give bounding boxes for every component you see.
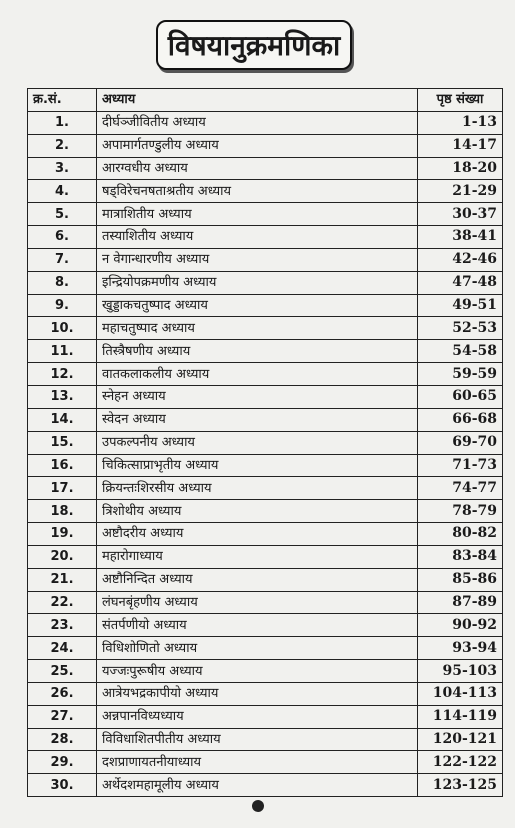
page-range-cell: 59-59 — [418, 363, 503, 386]
table-row — [28, 111, 503, 134]
chapter-name-cell: इन्द्रियोपक्रमणीय अध्याय — [97, 271, 418, 294]
page-range-cell: 54-58 — [418, 340, 503, 363]
serial-number-cell: 3. — [28, 157, 97, 180]
chapter-name-cell: उपकल्पनीय अध्याय — [97, 431, 418, 454]
table-header-row — [28, 89, 503, 112]
page-range-cell: 14-17 — [418, 134, 503, 157]
serial-number-cell: 21. — [28, 568, 97, 591]
table-row — [28, 523, 503, 546]
chapter-name-cell: अष्टौनिन्दित अध्याय — [97, 568, 418, 591]
serial-number-cell: 15. — [28, 431, 97, 454]
chapter-name-cell: स्नेहन अध्याय — [97, 385, 418, 408]
chapter-name-cell: महाचतुष्पाद अध्याय — [97, 317, 418, 340]
table-row — [28, 134, 503, 157]
serial-number-cell: 18. — [28, 500, 97, 523]
page-range-cell: 80-82 — [418, 523, 503, 546]
chapter-name-cell: वातकलाकलीय अध्याय — [97, 363, 418, 386]
table-row — [28, 431, 503, 454]
table-row — [28, 203, 503, 226]
page-bullet-mark — [252, 800, 264, 812]
chapter-name-cell: आत्रेयभद्रकापीयो अध्याय — [97, 682, 418, 705]
table-row — [28, 248, 503, 271]
chapter-name-cell: क्रियन्तःशिरसीय अध्याय — [97, 477, 418, 500]
header-chapter: अध्याय — [97, 89, 418, 112]
table-row — [28, 682, 503, 705]
table-row — [28, 705, 503, 728]
serial-number-cell: 4. — [28, 180, 97, 203]
table-row — [28, 774, 503, 797]
table-row — [28, 271, 503, 294]
serial-number-cell: 13. — [28, 385, 97, 408]
header-page-number: पृष्ठ संख्या — [418, 89, 503, 112]
chapter-name-cell: न वेगान्धारणीय अध्याय — [97, 248, 418, 271]
serial-number-cell: 29. — [28, 751, 97, 774]
chapter-name-cell: तिस्त्रैषणीय अध्याय — [97, 340, 418, 363]
page-range-cell: 18-20 — [418, 157, 503, 180]
page-range-cell: 47-48 — [418, 271, 503, 294]
table-row — [28, 591, 503, 614]
page-range-cell: 78-79 — [418, 500, 503, 523]
serial-number-cell: 1. — [28, 111, 97, 134]
page-range-cell: 66-68 — [418, 408, 503, 431]
page-range-cell: 1-13 — [418, 111, 503, 134]
chapter-name-cell: दीर्घञ्जीवितीय अध्याय — [97, 111, 418, 134]
chapter-name-cell: आरग्वधीय अध्याय — [97, 157, 418, 180]
serial-number-cell: 20. — [28, 545, 97, 568]
table-row — [28, 545, 503, 568]
page-range-cell: 83-84 — [418, 545, 503, 568]
table-row — [28, 568, 503, 591]
chapter-name-cell: लंघनबृंहणीय अध्याय — [97, 591, 418, 614]
serial-number-cell: 9. — [28, 294, 97, 317]
page-range-cell: 122-122 — [418, 751, 503, 774]
chapter-name-cell: महारोगाध्याय — [97, 545, 418, 568]
page-range-cell: 30-37 — [418, 203, 503, 226]
serial-number-cell: 2. — [28, 134, 97, 157]
serial-number-cell: 30. — [28, 774, 97, 797]
page-range-cell: 71-73 — [418, 454, 503, 477]
chapter-name-cell: चिकित्साप्राभृतीय अध्याय — [97, 454, 418, 477]
chapter-name-cell: अष्टौदरीय अध्याय — [97, 523, 418, 546]
chapter-name-cell: अन्नपानविध्यध्याय — [97, 705, 418, 728]
table-row — [28, 614, 503, 637]
chapter-name-cell: संतर्पणीयो अध्याय — [97, 614, 418, 637]
serial-number-cell: 25. — [28, 660, 97, 683]
table-row — [28, 500, 503, 523]
table-row — [28, 385, 503, 408]
serial-number-cell: 28. — [28, 728, 97, 751]
table-row — [28, 728, 503, 751]
table-row — [28, 408, 503, 431]
chapter-name-cell: विविधाशितपीतीय अध्याय — [97, 728, 418, 751]
chapter-name-cell: अपामार्गतण्डुलीय अध्याय — [97, 134, 418, 157]
page-range-cell: 87-89 — [418, 591, 503, 614]
chapter-name-cell: स्वेदन अध्याय — [97, 408, 418, 431]
chapter-name-cell: तस्याशितीय अध्याय — [97, 226, 418, 249]
table-row — [28, 180, 503, 203]
chapter-name-cell: मात्राशितीय अध्याय — [97, 203, 418, 226]
contents-table — [27, 88, 503, 797]
table-row — [28, 317, 503, 340]
serial-number-cell: 11. — [28, 340, 97, 363]
table-row — [28, 340, 503, 363]
serial-number-cell: 5. — [28, 203, 97, 226]
serial-number-cell: 12. — [28, 363, 97, 386]
serial-number-cell: 24. — [28, 637, 97, 660]
page-range-cell: 93-94 — [418, 637, 503, 660]
chapter-name-cell: खुड्डाकचतुष्पाद अध्याय — [97, 294, 418, 317]
table-row — [28, 637, 503, 660]
header-serial-number: क्र.सं. — [28, 89, 97, 112]
table-row — [28, 660, 503, 683]
page-range-cell: 114-119 — [418, 705, 503, 728]
chapter-name-cell: विधिशोणितो अध्याय — [97, 637, 418, 660]
serial-number-cell: 14. — [28, 408, 97, 431]
page-range-cell: 120-121 — [418, 728, 503, 751]
table-row — [28, 226, 503, 249]
table-row — [28, 294, 503, 317]
page-range-cell: 21-29 — [418, 180, 503, 203]
serial-number-cell: 10. — [28, 317, 97, 340]
table-row — [28, 477, 503, 500]
table-row — [28, 454, 503, 477]
page-range-cell: 104-113 — [418, 682, 503, 705]
serial-number-cell: 6. — [28, 226, 97, 249]
page-range-cell: 52-53 — [418, 317, 503, 340]
chapter-name-cell: यज्जःपुरूषीय अध्याय — [97, 660, 418, 683]
table-body — [28, 111, 503, 796]
serial-number-cell: 7. — [28, 248, 97, 271]
page-range-cell: 69-70 — [418, 431, 503, 454]
table-row — [28, 363, 503, 386]
serial-number-cell: 27. — [28, 705, 97, 728]
serial-number-cell: 8. — [28, 271, 97, 294]
serial-number-cell: 17. — [28, 477, 97, 500]
serial-number-cell: 26. — [28, 682, 97, 705]
serial-number-cell: 23. — [28, 614, 97, 637]
serial-number-cell: 19. — [28, 523, 97, 546]
table-row — [28, 157, 503, 180]
page-title: विषयानुक्रमणिका — [156, 20, 352, 70]
page-range-cell: 74-77 — [418, 477, 503, 500]
table-row — [28, 751, 503, 774]
serial-number-cell: 16. — [28, 454, 97, 477]
page-range-cell: 95-103 — [418, 660, 503, 683]
serial-number-cell: 22. — [28, 591, 97, 614]
page-range-cell: 49-51 — [418, 294, 503, 317]
page-range-cell: 90-92 — [418, 614, 503, 637]
page-range-cell: 123-125 — [418, 774, 503, 797]
chapter-name-cell: अर्थेदशमहामूलीय अध्याय — [97, 774, 418, 797]
page-range-cell: 42-46 — [418, 248, 503, 271]
page-range-cell: 85-86 — [418, 568, 503, 591]
page-range-cell: 60-65 — [418, 385, 503, 408]
chapter-name-cell: त्रिशोथीय अध्याय — [97, 500, 418, 523]
chapter-name-cell: दशप्राणायतनीयाध्याय — [97, 751, 418, 774]
chapter-name-cell: षड्विरेचनषताश्रतीय अध्याय — [97, 180, 418, 203]
page-range-cell: 38-41 — [418, 226, 503, 249]
